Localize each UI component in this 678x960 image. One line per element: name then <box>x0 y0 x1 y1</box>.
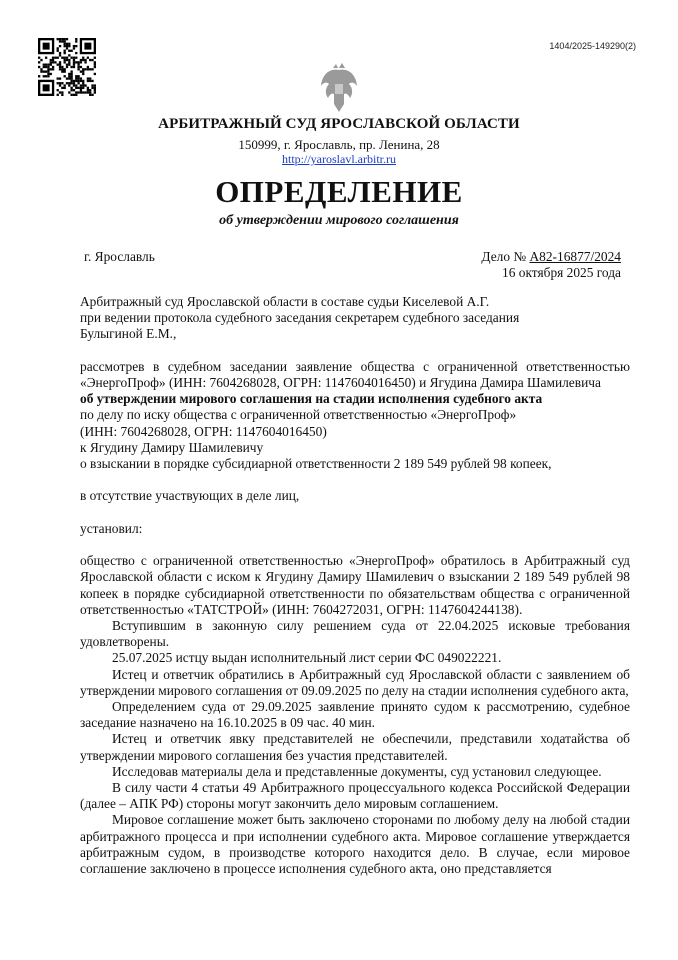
qr-code <box>38 38 96 96</box>
document-subtitle: об утверждении мирового соглашения <box>219 213 459 228</box>
absence-text: в отсутствие участвующих в деле лиц, <box>80 488 300 504</box>
document-number: 1404/2025-149290(2) <box>549 41 636 51</box>
paragraph: В силу части 4 статьи 49 Арбитражного процессуального кодекса Российской Федерации (далее – АПК РФ) стороны могут закончить дело мировым соглашением. <box>80 780 630 812</box>
document-title: ОПРЕДЕЛЕНИЕ <box>215 174 463 209</box>
paragraph: Истец и ответчик обратились в Арбитражный суд Ярославской области с заявлением об утверждении мирового соглашения от 09.09.2025 по делу на стадии исполнения судебного акта, <box>80 666 630 698</box>
coat-of-arms-emblem <box>318 60 360 114</box>
case-line: к Ягудину Дамиру Шамилевичу <box>80 439 264 455</box>
case-line: о взыскании в порядке субсидиарной ответственности 2 189 549 рублей 98 копеек, <box>80 456 552 472</box>
decision-date: 16 октября 2025 года <box>502 265 621 280</box>
court-website-link[interactable]: http://yaroslavl.arbitr.ru <box>282 152 396 166</box>
paragraph: Исследовав материалы дела и представленные документы, суд установил следующее. <box>112 763 602 779</box>
subject-text <box>80 391 630 407</box>
paragraph: Вступившим в законную силу решением суда от 22.04.2025 исковые требования удовлетворены. <box>80 618 630 650</box>
paragraph: 25.07.2025 истцу выдан исполнительный лист серии ФС 049022221. <box>112 650 502 666</box>
case-label: Дело № <box>481 249 527 264</box>
intro-line: при ведении протокола судебного заседания секретарем судебного заседания <box>80 310 520 326</box>
considered-text: рассмотрев в судебном заседании заявление общества с ограниченной ответственностью «ЭнергоПроф» (ИНН: 7604268028, ОГРН: 1147604016450) и Ягудина Дамира Шамилевича <box>80 358 630 390</box>
case-line: (ИНН: 7604268028, ОГРН: 1147604016450) <box>80 423 327 439</box>
paragraph: Мировое соглашение может быть заключено сторонами по любому делу на любой стадии арбитражного процесса и при исполнении судебного акта. Мировое соглашение утверждается арбитражным судом, в производстве которого находится дело. В случае, если мировое соглашение заключено в процессе исполнения судебного акта, оно представляется <box>80 812 630 877</box>
subject-bold: об утверждении мирового соглашения на стадии исполнения судебного акта <box>80 391 543 407</box>
court-name: АРБИТРАЖНЫЙ СУД ЯРОСЛАВСКОЙ ОБЛАСТИ <box>158 116 520 132</box>
paragraph: общество с ограниченной ответственностью «ЭнергоПроф» обратилось в Арбитражный суд Ярославской области с иском к Ягудину Дамиру Шамилевич о взыскании 2 189 549 рублей 98 копеек в порядке субсидиарной ответственности по обязательствам общества с ограниченной ответственностью «ТАТСТРОЙ» (ИНН: 7604272031, ОГРН: 1147604244138). <box>80 553 630 617</box>
court-address: 150999, г. Ярославль, пр. Ленина, 28 <box>238 137 440 152</box>
paragraph: Истец и ответчик явку представителей не обеспечили, представили ходатайства об утверждении мирового соглашения без участия представителей. <box>80 731 630 763</box>
case-info <box>481 249 621 281</box>
case-number: А82-16877/2024 <box>529 249 621 264</box>
established-text: установил: <box>80 520 143 536</box>
city: г. Ярославль <box>84 249 155 264</box>
paragraph: Определением суда от 29.09.2025 заявление принято судом к рассмотрению, судебное заседание назначено на 16.10.2025 в 09 час. 40 мин. <box>80 699 630 731</box>
intro-line: Арбитражный суд Ярославской области в составе судьи Киселевой А.Г. <box>80 294 490 309</box>
case-line: по делу по иску общества с ограниченной ответственностью «ЭнергоПроф» <box>80 407 517 423</box>
document-body <box>80 294 630 877</box>
intro-line: Булыгиной Е.М., <box>80 326 177 342</box>
